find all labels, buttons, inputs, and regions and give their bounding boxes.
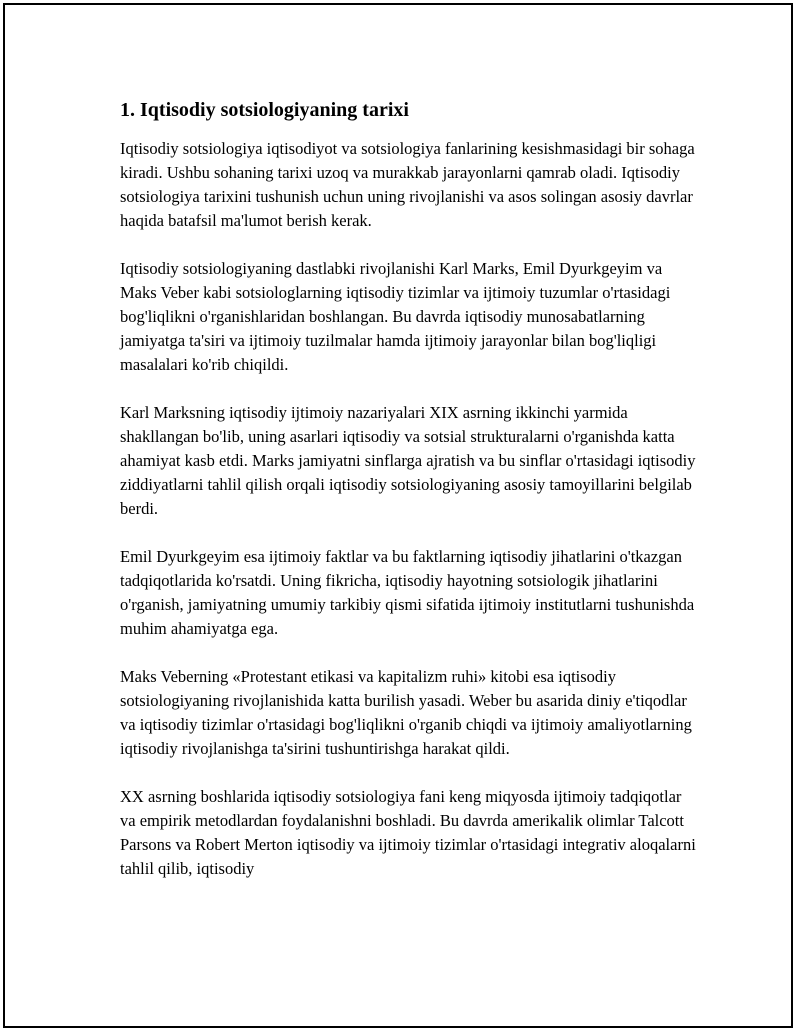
paragraph-5: Maks Veberning «Protestant etikasi va kapitalizm ruhi» kitobi esa iqtisodiy sotsiologiyaning rivojlanishida katta burilish yasadi. Weber bu asarida diniy e'tiqodlar va iqtisodiy tizimlar o'rtasidagi bog'liqlikni o'rganib chiqdi va ijtimoiy amaliyotlarning iqtisodiy rivojlanishga ta'sirini tushuntirishga harakat qildi.	[120, 667, 692, 758]
document-page	[3, 3, 793, 1028]
paragraph-3: Karl Marksning iqtisodiy ijtimoiy nazariyalari XIX asrning ikkinchi yarmida shakllangan bo'lib, uning asarlari iqtisodiy va sotsial strukturalarni o'rganishda katta ahamiyat kasb etdi. Marks jamiyatni sinflarga ajratish va bu sinflar o'rtasidagi iqtisodiy ziddiyatlarni tahlil qilish orqali iqtisodiy sotsiologiyaning asosiy tamoyillarini belgilab berdi.	[120, 403, 696, 518]
paragraph-6: XX asrning boshlarida iqtisodiy sotsiologiya fani keng miqyosda ijtimoiy tadqiqotlar va empirik metodlardan foydalanishni boshladi. Bu davrda amerikalik olimlar Talcott Parsons va Robert Merton iqtisodiy va ijtimoiy tizimlar o'rtasidagi integrativ aloqalarni tahlil qilib, iqtisodiy	[120, 787, 696, 878]
document-content	[120, 95, 700, 905]
paragraph-2: Iqtisodiy sotsiologiyaning dastlabki rivojlanishi Karl Marks, Emil Dyurkgeyim va Maks Veber kabi sotsiologlarning iqtisodiy tizimlar va ijtimoiy tuzumlar o'rtasidagi bog'liqlikni o'rganishlaridan boshlangan. Bu davrda iqtisodiy munosabatlarning jamiyatga ta'siri va ijtimoiy tuzilmalar hamda ijtimoiy jarayonlar bilan bog'liqligi masalalari ko'rib chiqildi.	[120, 259, 671, 374]
section-heading: 1. Iqtisodiy sotsiologiyaning tarixi	[120, 99, 409, 121]
paragraph-4: Emil Dyurkgeyim esa ijtimoiy faktlar va bu faktlarning iqtisodiy jihatlarini o'tkazgan tadqiqotlarida ko'rsatdi. Uning fikricha, iqtisodiy hayotning sotsiologik jihatlarini o'rganish, jamiyatning umumiy tarkibiy qismi sifatida ijtimoiy institutlarni tushunishda muhim ahamiyatga ega.	[120, 547, 695, 638]
paragraph-1: Iqtisodiy sotsiologiya iqtisodiyot va sotsiologiya fanlarining kesishmasidagi bir sohaga kiradi. Ushbu sohaning tarixi uzoq va murakkab jarayonlarni qamrab oladi. Iqtisodiy sotsiologiya tarixini tushunish uchun uning rivojlanishi va asos solingan asosiy davrlar haqida batafsil ma'lumot berish kerak.	[120, 139, 695, 230]
